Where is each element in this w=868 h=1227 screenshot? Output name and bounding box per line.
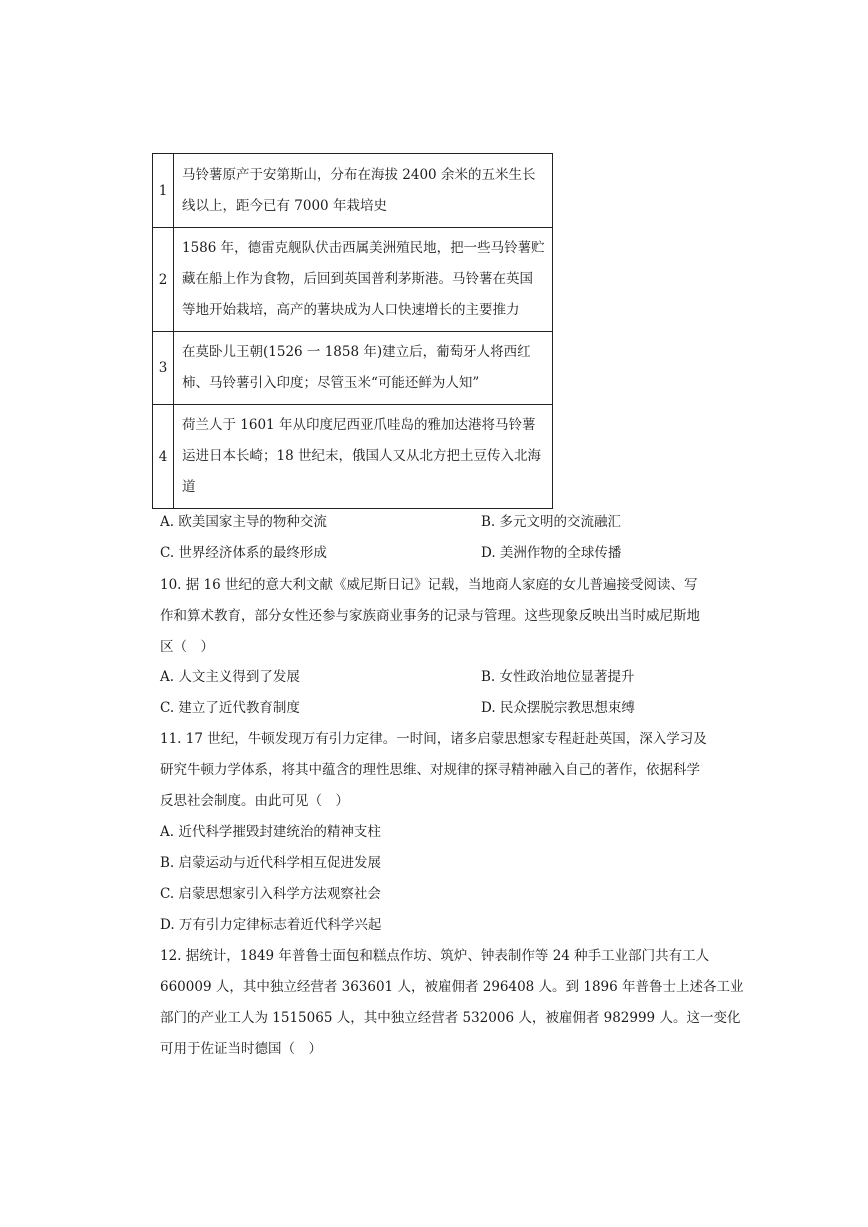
table-row — [153, 332, 553, 405]
table-row — [153, 154, 553, 228]
q11-option-a[interactable]: A. 近代科学摧毁封建统治的精神支柱 — [160, 824, 381, 840]
q12-stem-line: 12. 据统计，1849 年普鲁士面包和糕点作坊、筑炉、钟表制作等 24 种手工业部门共有工人 — [160, 948, 710, 964]
q10-option-d[interactable]: D. 民众摆脱宗教思想束缚 — [481, 700, 635, 716]
row-text: 荷兰人于 1601 年从印度尼西亚爪哇岛的雅加达港将马铃薯运进日本长崎；18 世纪末，俄国人又从北方把土豆传入北海道 — [174, 405, 553, 509]
row-number: 2 — [153, 228, 174, 332]
q9-option-a[interactable]: A. 欧美国家主导的物种交流 — [160, 514, 327, 530]
row-text: 在莫卧儿王朝(1526 一 1858 年)建立后，葡萄牙人将西红柿、马铃薯引入印度；尽管玉米“可能还鲜为人知” — [174, 332, 553, 405]
q11-stem-line: 11. 17 世纪，牛顿发现万有引力定律。一时间，诸多启蒙思想家专程赶赴英国，深入学习及 — [160, 731, 707, 747]
q12-stem-line: 660009 人，其中独立经营者 363601 人，被雇佣者 296408 人。到 1896 年普鲁士上述各工业 — [160, 979, 744, 995]
row-text: 马铃薯原产于安第斯山，分布在海拔 2400 余米的五米生长线以上，距今已有 7000 年栽培史 — [174, 154, 553, 228]
row-number: 4 — [153, 405, 174, 509]
q11-stem-line: 研究牛顿力学体系，将其中蕴含的理性思维、对规律的探寻精神融入自己的著作，依据科学 — [160, 762, 700, 778]
row-number: 1 — [153, 154, 174, 228]
q10-option-b[interactable]: B. 女性政治地位显著提升 — [481, 669, 635, 685]
source-table — [152, 153, 553, 509]
q10-stem-line: 区（ ） — [160, 639, 214, 655]
q12-stem-line: 可用于佐证当时德国（ ） — [160, 1041, 322, 1057]
q9-option-d[interactable]: D. 美洲作物的全球传播 — [481, 545, 622, 561]
table-row — [153, 405, 553, 509]
q11-option-b[interactable]: B. 启蒙运动与近代科学相互促进发展 — [160, 855, 382, 871]
q9-option-c[interactable]: C. 世界经济体系的最终形成 — [160, 545, 327, 561]
q10-stem-line: 10. 据 16 世纪的意大利文献《威尼斯日记》记载，当地商人家庭的女儿普遍接受阅读、写 — [160, 577, 698, 593]
q11-option-c[interactable]: C. 启蒙思想家引入科学方法观察社会 — [160, 886, 381, 902]
q10-stem-line: 作和算术教育，部分女性还参与家族商业事务的记录与管理。这些现象反映出当时威尼斯地 — [160, 608, 700, 624]
table-row — [153, 228, 553, 332]
q11-option-d[interactable]: D. 万有引力定律标志着近代科学兴起 — [160, 917, 382, 933]
row-text: 1586 年，德雷克舰队伏击西属美洲殖民地，把一些马铃薯贮藏在船上作为食物，后回到英国普利茅斯港。马铃薯在英国等地开始栽培，高产的薯块成为人口快速增长的主要推力 — [174, 228, 553, 332]
q12-stem-line: 部门的产业工人为 1515065 人，其中独立经营者 532006 人，被雇佣者 982999 人。这一变化 — [160, 1010, 741, 1026]
q10-option-c[interactable]: C. 建立了近代教育制度 — [160, 700, 300, 716]
row-number: 3 — [153, 332, 174, 405]
q9-option-b[interactable]: B. 多元文明的交流融汇 — [481, 514, 622, 530]
q10-option-a[interactable]: A. 人文主义得到了发展 — [160, 669, 300, 685]
q11-stem-line: 反思社会制度。由此可见（ ） — [160, 793, 349, 809]
